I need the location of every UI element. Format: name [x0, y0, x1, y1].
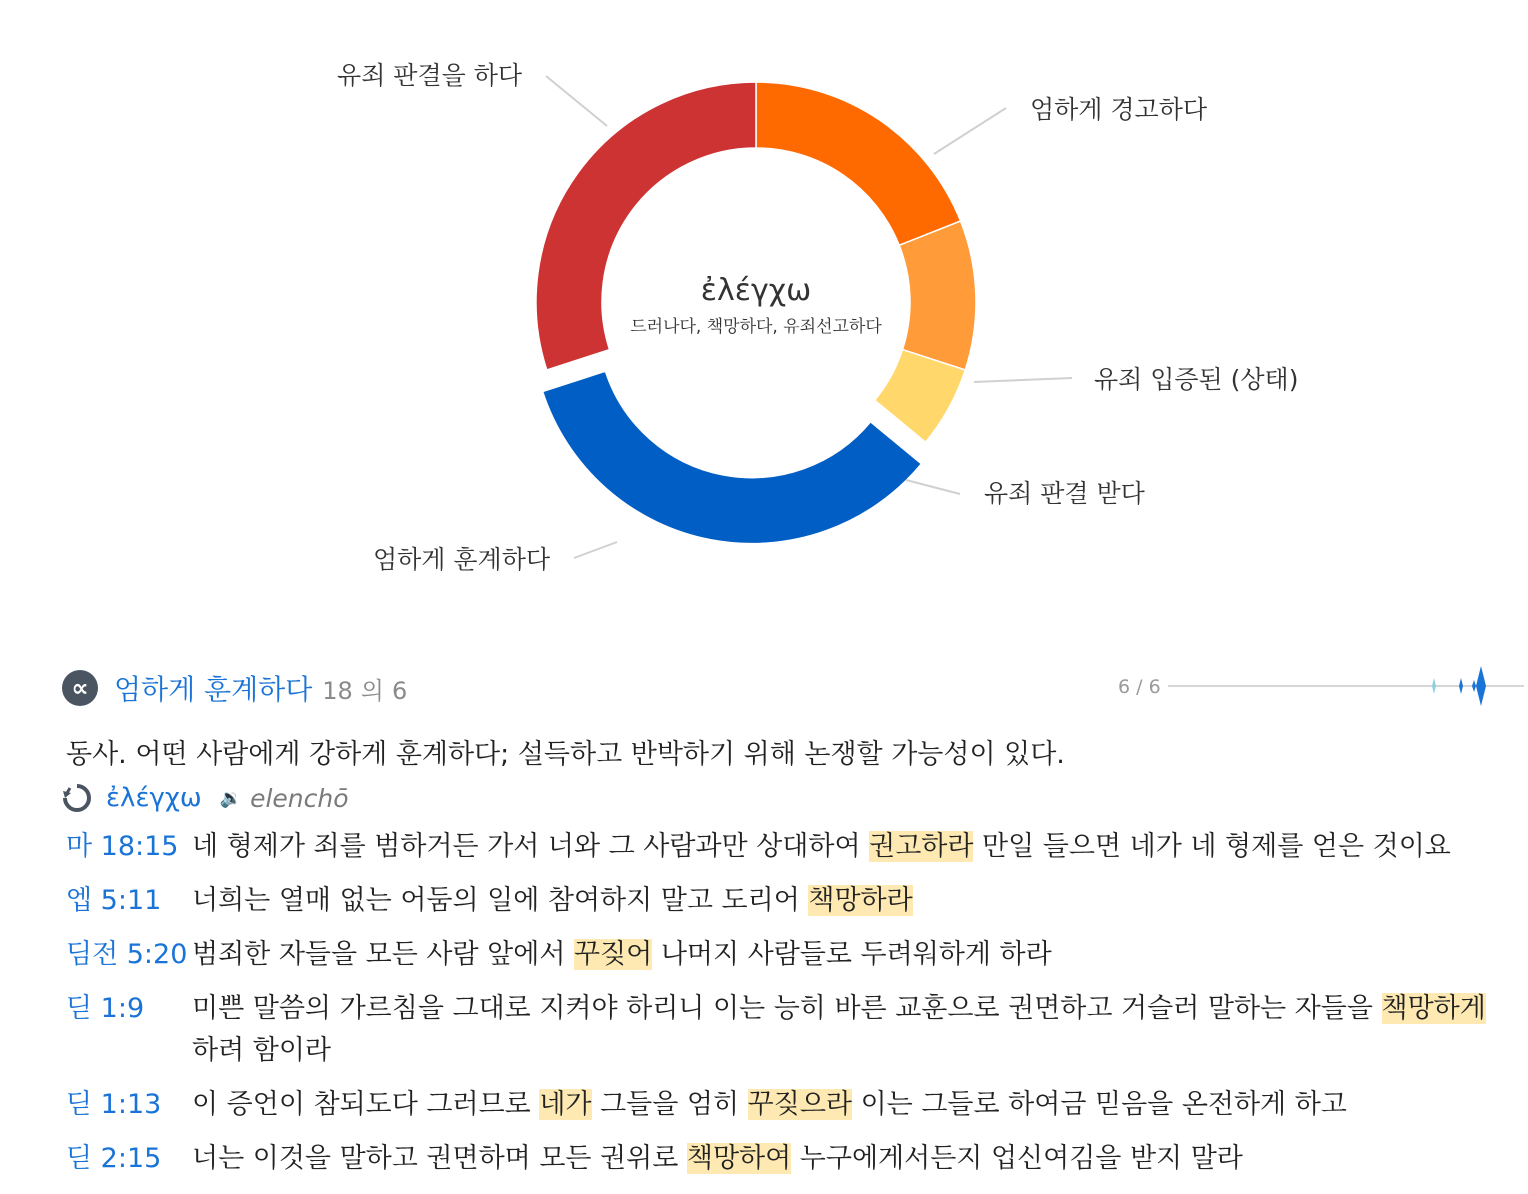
lemma-greek[interactable]: ἐλέγχω — [106, 783, 202, 813]
donut-slice[interactable] — [543, 371, 922, 543]
slice-label[interactable]: 유죄 판결 받다 — [984, 479, 1145, 508]
verse-text-segment: 너희는 열매 없는 어둠의 일에 참여하지 말고 도리어 — [192, 885, 809, 916]
slice-label[interactable]: 엄하게 훈계하다 — [373, 545, 550, 574]
verse-reference-link[interactable]: 마 18:15 — [66, 831, 179, 862]
verse-text-segment: 미쁜 말씀의 가르침을 그대로 지켜야 하리니 이는 능히 바른 교훈으로 권면하고 거슬러 말하는 자들을 — [192, 993, 1382, 1024]
label-leader-line — [934, 108, 1006, 154]
label-leader-line — [574, 542, 617, 558]
sense-count-index: 6 — [391, 676, 408, 705]
slice-label[interactable]: 유죄 입증된 (상태) — [1094, 365, 1299, 394]
verse-text-segment: 이는 그들로 하여금 믿음을 온전하게 하고 — [852, 1089, 1347, 1120]
alpha-icon: ∝ — [62, 670, 98, 706]
label-leader-line — [974, 378, 1072, 382]
sense-count — [322, 671, 415, 706]
verse-row — [66, 934, 1516, 976]
verse-row — [66, 1084, 1516, 1126]
verse-text-segment: 만일 들으면 네가 네 형제를 얻은 것이요 — [973, 831, 1451, 862]
speaker-icon[interactable]: 🔉 — [219, 787, 243, 809]
label-leader-line — [546, 76, 607, 126]
verse-text-segment: 네 형제가 죄를 범하거든 가서 너와 그 사람과만 상대하여 — [192, 831, 870, 862]
verse-text — [192, 1138, 1516, 1180]
verse-reference-link[interactable]: 딛 2:15 — [66, 1143, 162, 1174]
verse-text — [192, 880, 1516, 922]
slice-label[interactable]: 엄하게 경고하다 — [1030, 95, 1207, 124]
verse-text-segment: 그들을 엄히 — [591, 1089, 748, 1120]
verse-text — [192, 934, 1516, 976]
slice-label[interactable]: 유죄 판결을 하다 — [337, 61, 522, 90]
verse-list — [66, 826, 1516, 1192]
lemma-row — [62, 780, 349, 816]
highlighted-word: 책망하게 — [1381, 993, 1486, 1024]
verse-text-segment: 범죄한 자들을 모든 사람 앞에서 — [192, 939, 574, 970]
verse-reference-link[interactable]: 딤전 5:20 — [66, 939, 188, 970]
label-leader-line — [906, 480, 960, 494]
verse-text — [192, 826, 1516, 868]
verse-reference-link[interactable]: 딛 1:13 — [66, 1089, 162, 1120]
sense-pager: 6 / 6 — [1118, 676, 1161, 698]
verse-text-segment: 나머지 사람들로 두려워하게 하라 — [652, 939, 1052, 970]
sense-title[interactable]: 엄하게 훈계하다 — [114, 673, 313, 706]
highlighted-word: 네가 — [539, 1089, 592, 1120]
verse-text-segment: 하려 함이라 — [192, 1035, 331, 1066]
donut-slice[interactable] — [756, 82, 961, 245]
highlighted-word: 꾸짖어 — [573, 939, 653, 970]
sense-header — [62, 666, 415, 710]
highlighted-word: 꾸짖으라 — [747, 1089, 852, 1120]
verse-row — [66, 1138, 1516, 1180]
verse-text-segment: 이 증언이 참되도다 그러므로 — [192, 1089, 540, 1120]
chart-center-title: ἐλέγχω — [700, 273, 812, 308]
verse-text-segment: 너는 이것을 말하고 권면하며 모든 권위로 — [192, 1143, 687, 1174]
verse-text-segment: 누구에게서든지 업신여김을 받지 말라 — [791, 1143, 1243, 1174]
highlighted-word: 권고하라 — [869, 831, 974, 862]
highlighted-word: 책망하여 — [686, 1143, 792, 1174]
verse-row — [66, 880, 1516, 922]
lemma-transliteration: elenchō — [250, 783, 349, 813]
verse-reference-link[interactable]: 딛 1:9 — [66, 993, 145, 1024]
sense-count-total: 18 — [322, 676, 353, 705]
sense-sparkline[interactable] — [1168, 664, 1524, 708]
verse-row — [66, 988, 1516, 1072]
chart-center-subtitle: 드러나다, 책망하다, 유죄선고하다 — [630, 317, 882, 337]
verse-reference-link[interactable]: 엡 5:11 — [66, 885, 162, 916]
lemma-cycle-icon — [62, 783, 92, 813]
sense-count-of: 의 — [360, 676, 384, 705]
verse-row — [66, 826, 1516, 868]
highlighted-word: 책망하라 — [808, 885, 913, 916]
sense-definition: 동사. 어떤 사람에게 강하게 훈계하다; 설득하고 반박하기 위해 논쟁할 가능성이 있다. — [66, 739, 1065, 770]
verse-text — [192, 988, 1516, 1072]
donut-slice[interactable] — [899, 221, 976, 370]
verse-text — [192, 1084, 1516, 1126]
